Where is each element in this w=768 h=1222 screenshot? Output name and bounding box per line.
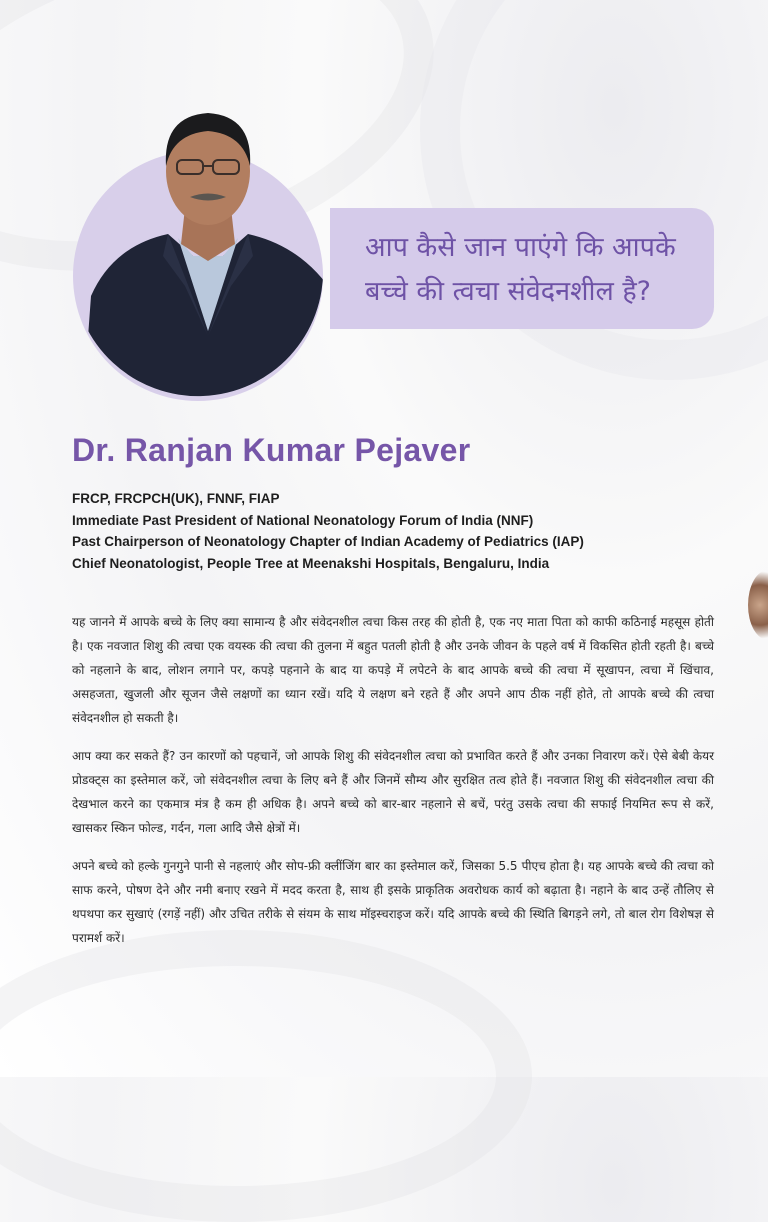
edge-decoration — [748, 570, 768, 640]
doctor-portrait — [73, 96, 345, 406]
body-paragraph: आप क्या कर सकते हैं? उन कारणों को पहचानें, जो आपके शिशु की संवेदनशील त्वचा को प्रभावित करते हैं और उनका निवारण करें। ऐसे बेबी केयर प्रोडक्ट्स का इस्तेमाल करें, जो संवेदनशील त्वचा के लिए बने हैं और जिनमें सौम्य और सुरक्षित तत्व होते हैं। नवजात शिशु की संवेदनशील त्वचा की देखभाल करने का एकमात्र मंत्र है कम ही अधिक है। अपने बच्चे को बार-बार नहलाने से बचें, परंतु उसके त्वचा की सफाई नियमित रूप से करें, खासकर स्किन फोल्ड, गर्दन, गला आदि जैसे क्षेत्रों में। — [72, 749, 714, 835]
question-line-2: बच्चे की त्वचा संवेदनशील है? — [365, 276, 652, 307]
question-heading — [365, 226, 705, 314]
body-paragraph: अपने बच्चे को हल्के गुनगुने पानी से नहलाएं और सोप-फ्री क्लींजिंग बार का इस्तेमाल करें, जिसका 5.5 पीएच होता है। यह आपके बच्चे की त्वचा को साफ करने, पोषण देने और नमी बनाए रखने में मदद करता है, साथ ही इसके प्राकृतिक अवरोधक कार्य को बढ़ाता है। नहाने के बाद उन्हें तौलिए से थपथपा कर सुखाएं (रगड़ें नहीं) और उचित तरीके से संयम के साथ मॉइस्चराइज करें। यदि आपके बच्चे की स्थिति बिगड़ने लगे, तो बाल रोग विशेषज्ञ से परामर्श करें। — [72, 859, 714, 945]
background-swirl — [0, 930, 532, 1222]
question-line-1: आप कैसे जान पाएंगे कि आपके — [365, 232, 676, 263]
doctor-photo-illustration — [73, 96, 345, 406]
credential-line: Chief Neonatologist, People Tree at Meenakshi Hospitals, Bengaluru, India — [72, 555, 550, 571]
credential-line: Immediate Past President of National Neonatology Forum of India (NNF) — [72, 512, 534, 528]
doctor-name: Dr. Ranjan Kumar Pejaver — [72, 432, 471, 468]
credential-line: Past Chairperson of Neonatology Chapter of Indian Academy of Pediatrics (IAP) — [72, 534, 584, 549]
body-paragraph: यह जानने में आपके बच्चे के लिए क्या सामान्य है और संवेदनशील त्वचा किस तरह की होती है, एक नए माता पिता को काफी कठिनाई महसूस होती है। एक नवजात शिशु की त्वचा एक वयस्क की त्वचा की तुलना में बहुत पतली होती है और उनके जीवन के पहले वर्ष में विकसित होती रहती है। बच्चे को नहलाने के बाद, लोशन लगाने पर, कपड़े पहनाने के बाद या कपड़े में लपेटने के बाद आपके बच्चे की त्वचा में सूखापन, त्वचा में खिंचाव, असहजता, खुजली और सूजन जैसे लक्षणों का ध्यान रखें। यदि ये लक्षण बने रहते हैं और अपने आप ठीक नहीं होते, तो आपके बच्चे की त्वचा संवेदनशील हो सकती है। — [72, 615, 714, 725]
credential-line: FRCP, FRCPCH(UK), FNNF, FIAP — [72, 491, 280, 506]
doctor-credentials — [72, 488, 712, 574]
article-body — [72, 610, 714, 964]
